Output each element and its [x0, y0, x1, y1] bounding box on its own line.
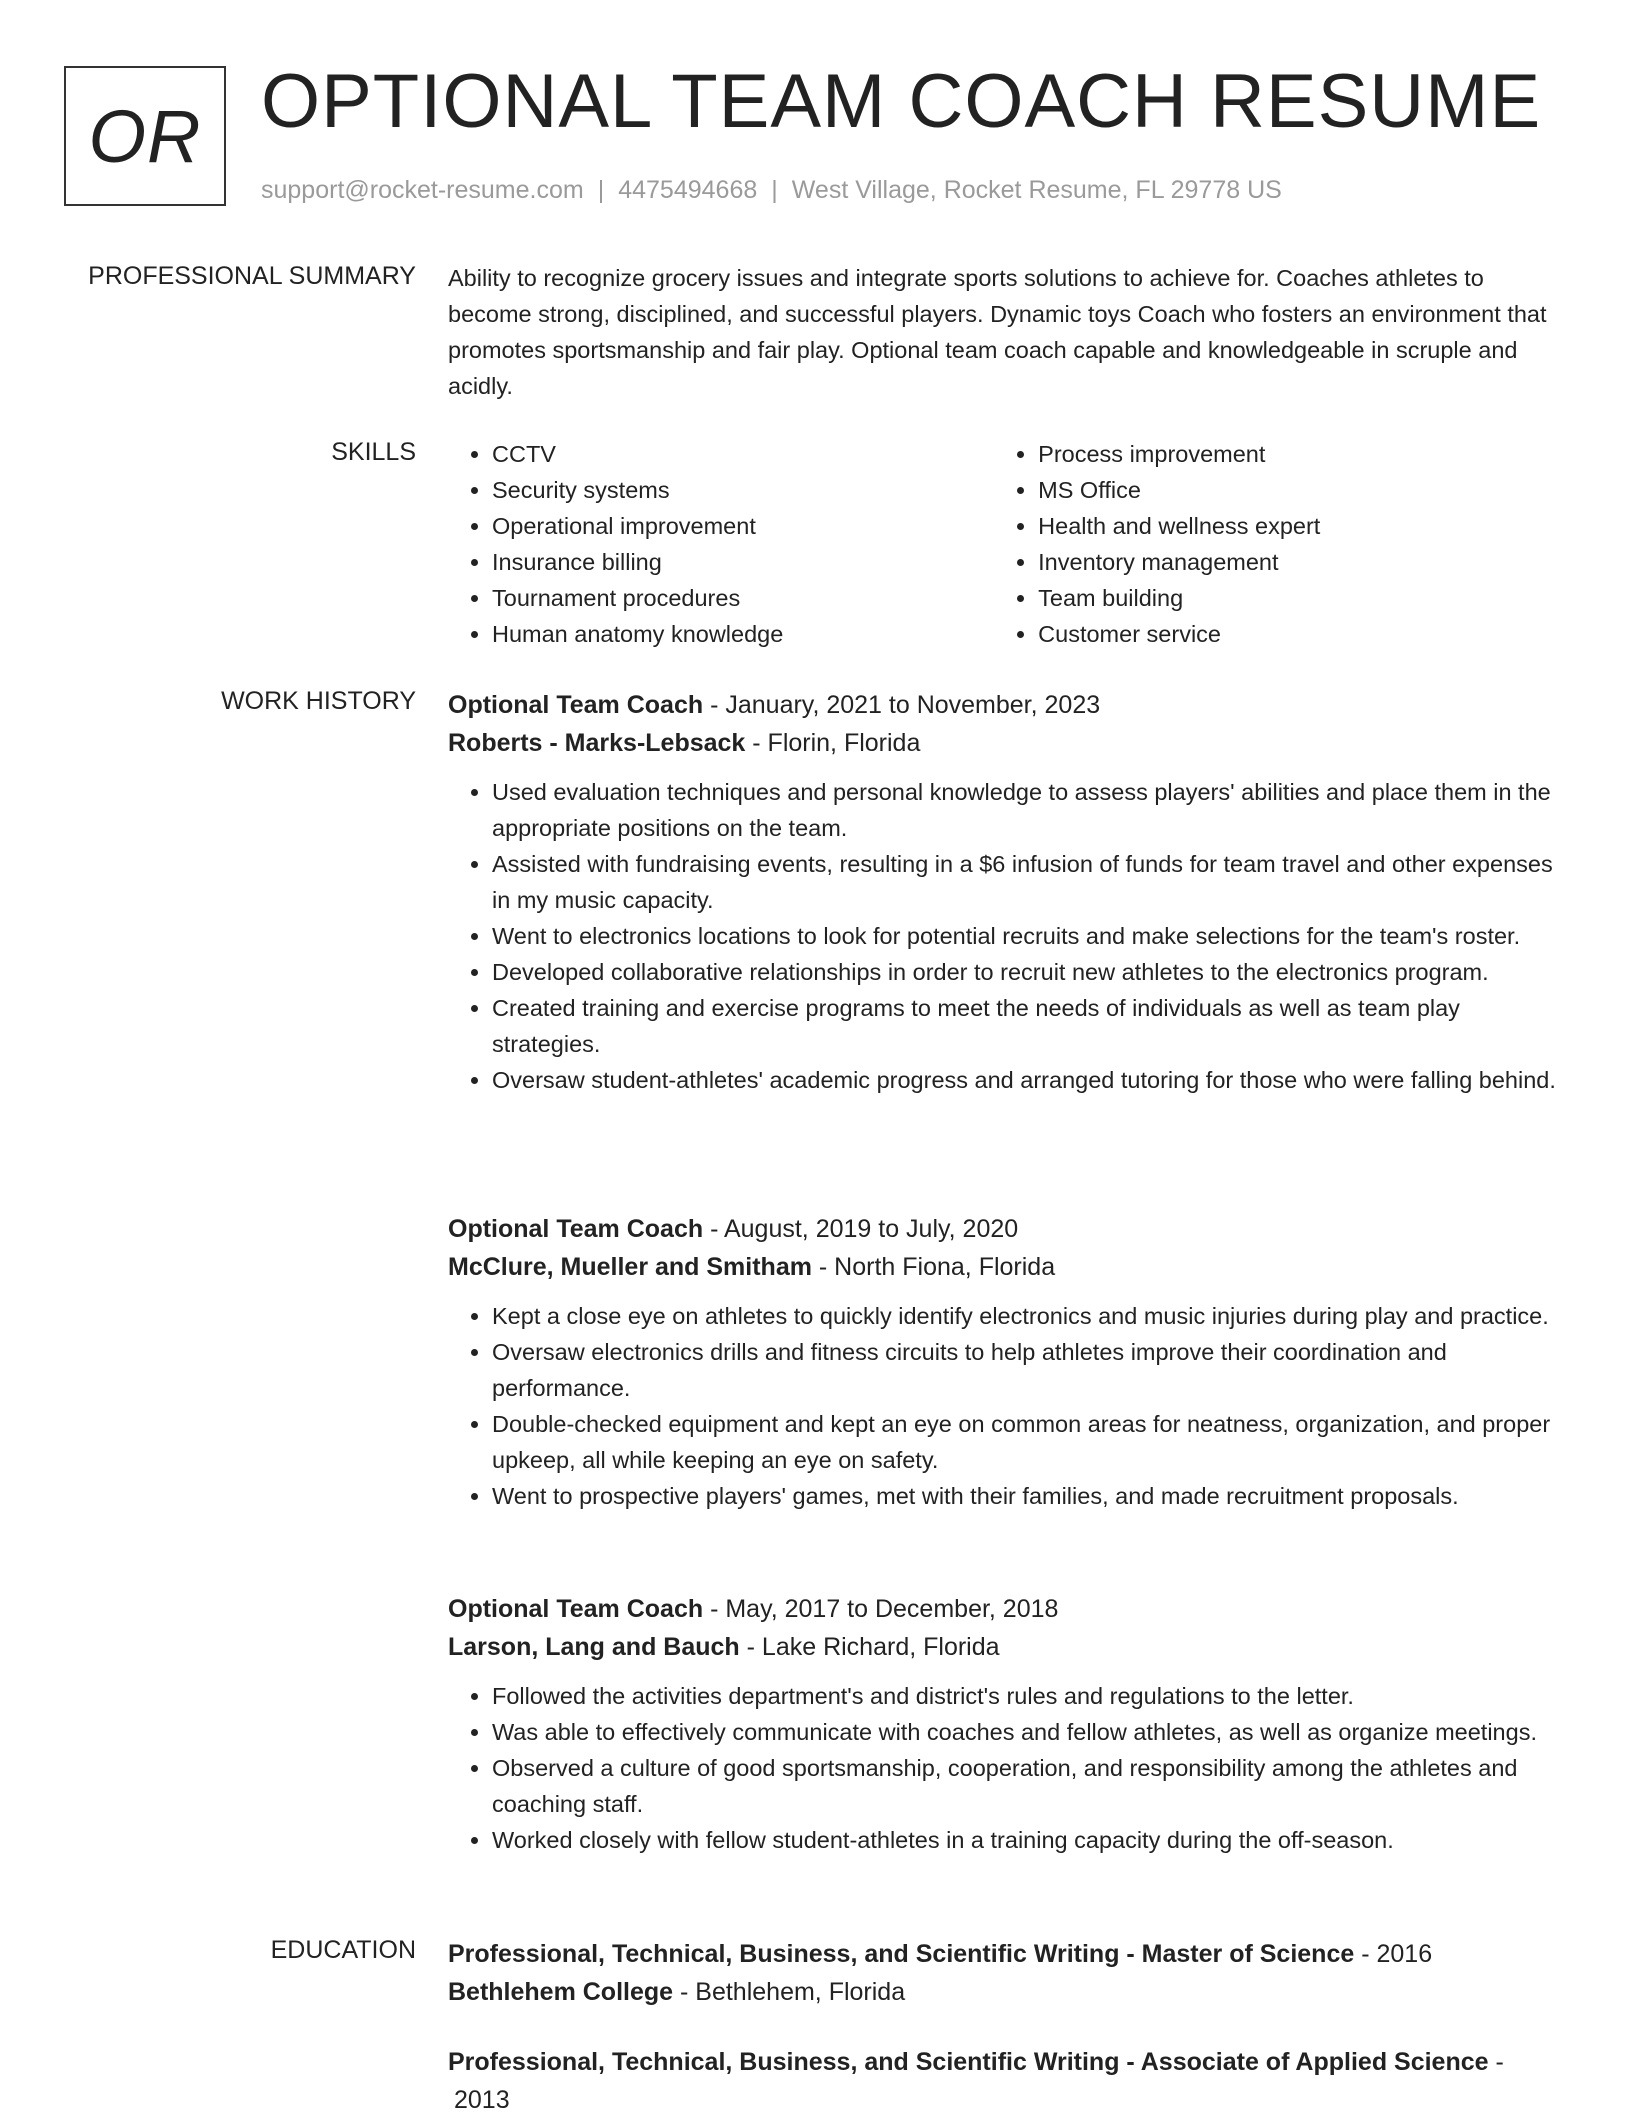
job-bullet: • Followed the activities department's and district's rules and regulations to the letter.	[492, 1678, 1573, 1714]
job-bullet: • Used evaluation techniques and personal knowledge to assess players' abilities and place them in the appropriate positions on the team.	[492, 774, 1573, 846]
job-location: - North Fiona, Florida	[811, 1253, 1056, 1281]
education-entry	[448, 2043, 1573, 2119]
skills-list-left	[448, 436, 994, 652]
edu-year: -	[1488, 2048, 1504, 2076]
job-bullet: • Worked closely with fellow student-athletes in a training capacity during the off-season.	[492, 1822, 1573, 1858]
job-bullet: • Oversaw student-athletes' academic progress and arranged tutoring for those who were falling behind.	[492, 1062, 1573, 1098]
job-entry	[448, 1590, 1573, 1858]
resume-title: OPTIONAL TEAM COACH RESUME	[261, 59, 1542, 144]
job-bullet: • Double-checked equipment and kept an eye on common areas for neatness, organization, and proper upkeep, all while keeping an eye on safety.	[492, 1406, 1573, 1478]
job-entry	[448, 686, 1573, 1098]
education-label: EDUCATION	[270, 1936, 416, 1964]
job-location: - Florin, Florida	[745, 729, 921, 757]
contact-separator: |	[771, 176, 778, 204]
skill-item: • Team building	[1038, 580, 1573, 616]
work-history-label: WORK HISTORY	[221, 687, 416, 715]
monogram-initials: OR	[88, 94, 202, 178]
job-dates: - January, 2021 to November, 2023	[703, 691, 1101, 719]
monogram-box	[64, 66, 226, 206]
job-bullet: • Created training and exercise programs to meet the needs of individuals as well as team play strategies.	[492, 990, 1573, 1062]
job-bullet: • Went to electronics locations to look for potential recruits and make selections for the team's roster.	[492, 918, 1573, 954]
skill-item: • MS Office	[1038, 472, 1573, 508]
job-bullets	[448, 774, 1573, 1098]
job-dates: - May, 2017 to December, 2018	[703, 1595, 1059, 1623]
edu-year: - 2016	[1354, 1940, 1433, 1968]
job-title: Optional Team Coach	[448, 1595, 704, 1623]
contact-phone: 4475494668	[618, 176, 758, 204]
contact-email: support@rocket-resume.com	[261, 176, 584, 204]
job-bullet: • Kept a close eye on athletes to quickly identify electronics and music injuries during play and practice.	[492, 1298, 1573, 1334]
job-bullet: • Observed a culture of good sportsmanship, cooperation, and responsibility among the athletes and coaching staff.	[492, 1750, 1573, 1822]
job-title: Optional Team Coach	[448, 691, 704, 719]
skills-label: SKILLS	[331, 438, 416, 466]
edu-degree: Professional, Technical, Business, and Scientific Writing - Associate of Applied Science	[448, 2048, 1489, 2076]
skills-list-right	[994, 436, 1573, 652]
job-company: Roberts - Marks-Lebsack	[448, 729, 746, 757]
education-entry	[448, 1935, 1573, 2011]
skill-item: • Operational improvement	[492, 508, 994, 544]
edu-location: - Bethlehem, Florida	[673, 1978, 906, 2006]
job-bullets	[448, 1298, 1573, 1514]
job-bullet: • Developed collaborative relationships in order to recruit new athletes to the electronics program.	[492, 954, 1573, 990]
job-entry	[448, 1210, 1573, 1514]
skill-item: • Security systems	[492, 472, 994, 508]
edu-year: 2013	[454, 2086, 510, 2114]
summary-content	[448, 260, 1573, 404]
job-bullet: • Was able to effectively communicate with coaches and fellow athletes, as well as organize meetings.	[492, 1714, 1573, 1750]
edu-degree: Professional, Technical, Business, and Scientific Writing - Master of Science	[448, 1940, 1355, 1968]
job-bullet: • Assisted with fundraising events, resulting in a $6 infusion of funds for team travel and other expenses in my music capacity.	[492, 846, 1573, 918]
job-bullet: • Went to prospective players' games, met with their families, and made recruitment proposals.	[492, 1478, 1573, 1514]
skills-content	[448, 436, 1573, 652]
summary-label: PROFESSIONAL SUMMARY	[88, 262, 416, 290]
job-dates: - August, 2019 to July, 2020	[703, 1215, 1019, 1243]
skill-item: • Health and wellness expert	[1038, 508, 1573, 544]
edu-school: Bethlehem College	[448, 1978, 674, 2006]
job-company: McClure, Mueller and Smitham	[448, 1253, 812, 1281]
job-title: Optional Team Coach	[448, 1215, 704, 1243]
job-bullets	[448, 1678, 1573, 1858]
contact-address: West Village, Rocket Resume, FL 29778 US	[791, 176, 1282, 204]
summary-text: Ability to recognize grocery issues and integrate sports solutions to achieve for. Coaches athletes to become strong, disciplined, and successful players. Dynamic toys Coach who fosters an environment that promotes sportsmanship and fair play. Optional team coach capable and knowledgeable in scruple and acidly.	[448, 265, 1547, 399]
job-company: Larson, Lang and Bauch	[448, 1633, 740, 1661]
contact-line	[261, 176, 1282, 205]
job-bullet: • Oversaw electronics drills and fitness circuits to help athletes improve their coordination and performance.	[492, 1334, 1573, 1406]
job-location: - Lake Richard, Florida	[739, 1633, 1000, 1661]
skill-item: • Process improvement	[1038, 436, 1573, 472]
skill-item: • Customer service	[1038, 616, 1573, 652]
skill-item: • Human anatomy knowledge	[492, 616, 994, 652]
skill-item: • Inventory management	[1038, 544, 1573, 580]
skill-item: • CCTV	[492, 436, 994, 472]
contact-separator: |	[597, 176, 605, 204]
skill-item: • Insurance billing	[492, 544, 994, 580]
skill-item: • Tournament procedures	[492, 580, 994, 616]
